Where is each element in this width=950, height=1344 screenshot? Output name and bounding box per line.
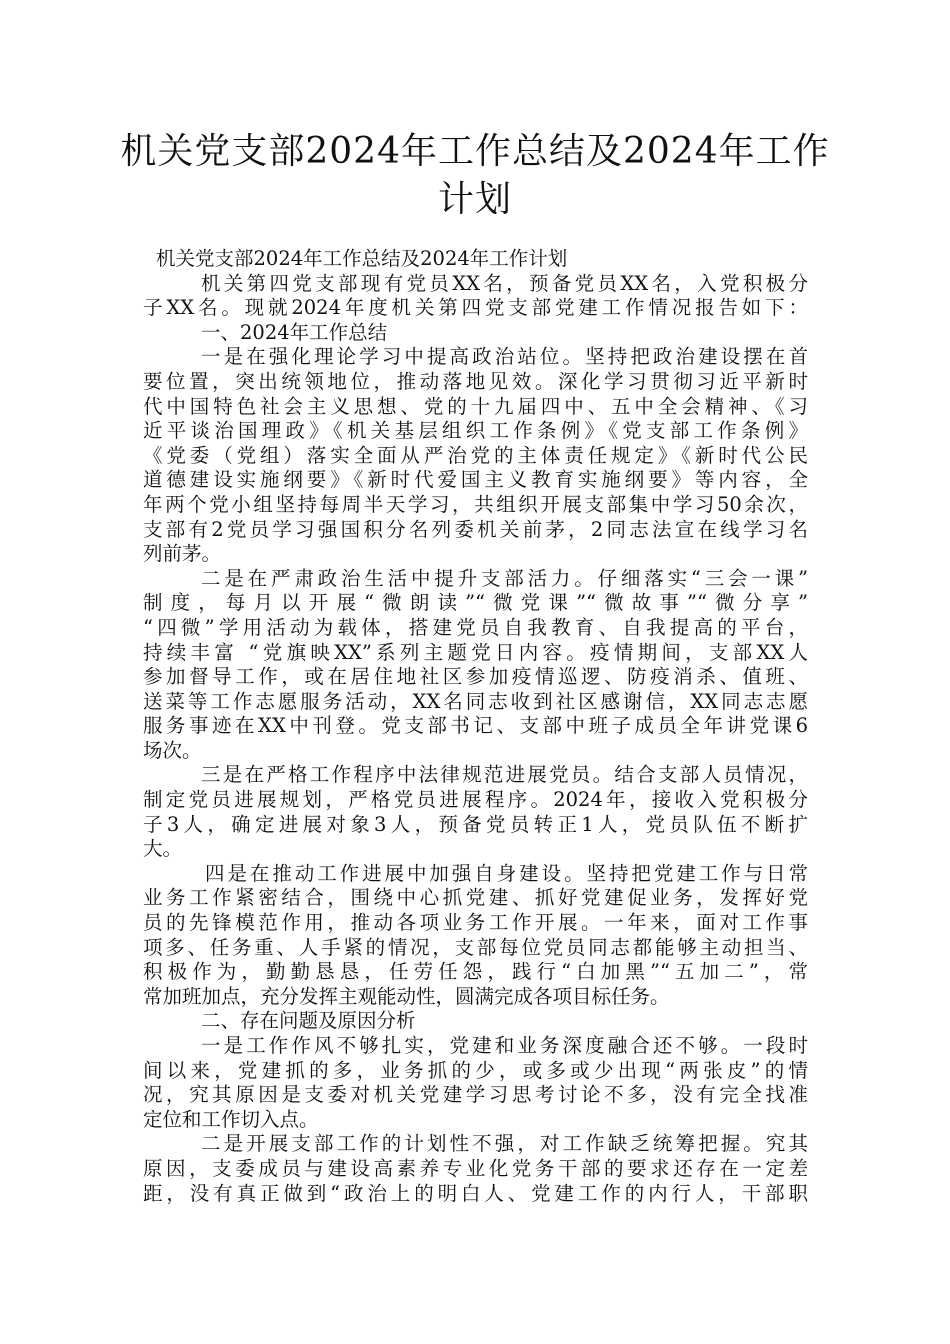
body-line: 场次。 [143,738,202,762]
body-line: 子XX名。现就2024年度机关第四党支部党建工作情况报告如下： [143,296,808,320]
body-line: 要位置，突出统领地位，推动落地见效。深化学习贯彻习近平新时 [143,369,808,393]
body-line: 道德建设实施纲要》《新时代爱国主义教育实施纲要》等内容，全 [143,468,808,492]
body-line: 原因，支委成员与建设高素养专业化党务干部的要求还存在一定差 [143,1156,808,1180]
body-line: 《党委（党组）落实全面从严治党的主体责任规定》《新时代公民 [143,443,808,467]
document-body [143,247,808,1206]
body-line: 业务工作紧密结合，围绕中心抓党建、抓好党建促业务，发挥好党 [143,886,808,910]
body-line: 支部有2党员学习强国积分名列委机关前茅，2同志法宣在线学习名 [143,517,808,541]
body-line: 子3人，确定进展对象3人，预备党员转正1人，党员队伍不断扩 [143,812,808,836]
body-line: 服务事迹在XX中刊登。党支部书记、支部中班子成员全年讲党课6 [143,714,808,738]
body-subtitle-line: 机关党支部2024年工作总结及2024年工作计划 [156,247,568,270]
section-heading: 一、2024年工作总结 [201,320,388,344]
body-line: 参加督导工作，或在居住地社区参加疫情巡逻、防疫消杀、值班、 [143,665,808,689]
body-line: 近平谈治国理政》《机关基层组织工作条例》《党支部工作条例》 [143,419,808,443]
body-line: 机关第四党支部现有党员XX名，预备党员XX名，入党积极分 [201,271,808,295]
body-line: 二是在严肃政治生活中提升支部活力。仔细落实“三会一课” [201,566,808,590]
body-line: 列前茅。 [143,542,222,566]
body-line: 况，究其原因是支委对机关党建学习思考讨论不多，没有完全找准 [143,1083,808,1107]
section-heading: 二、存在问题及原因分析 [201,1009,416,1033]
body-line: “四微”学用活动为载体，搭建党员自我教育、自我提高的平台， [143,615,808,639]
body-line: 员的先锋模范作用，推动各项业务工作开展。一年来，面对工作事 [143,911,808,935]
body-line: 四是在推动工作进展中加强自身建设。坚持把党建工作与日常 [205,861,808,885]
body-line: 二是开展支部工作的计划性不强，对工作缺乏统筹把握。究其 [201,1132,808,1156]
body-line: 送菜等工作志愿服务活动，XX名同志收到社区感谢信，XX同志志愿 [143,689,808,713]
body-line: 年两个党小组坚持每周半天学习，共组织开展支部集中学习50余次， [143,492,808,516]
document-title-line-1: 机关党支部2024年工作总结及2024年工作 [120,131,830,172]
body-line: 一是在强化理论学习中提高政治站位。坚持把政治建设摆在首 [201,345,808,369]
body-line: 定位和工作切入点。 [143,1107,319,1131]
body-line: 常加班加点，充分发挥主观能动性，圆满完成各项目标任务。 [143,984,670,1008]
body-line: 持续丰富 “党旗映XX”系列主题党日内容。疫情期间，支部XX人 [143,640,808,664]
body-line: 积极作为，勤勤恳恳，任劳任怨，践行“白加黑”“五加二”，常 [143,960,808,984]
body-line: 代中国特色社会主义思想、党的十九届四中、五中全会精神、《习 [143,394,808,418]
document-title-line-2: 计划 [437,179,512,220]
body-line: 项多、任务重、人手紧的情况，支部每位党员同志都能够主动担当、 [143,935,808,959]
body-line: 大。 [143,837,183,861]
body-line: 间以来，党建抓的多，业务抓的少，或多或少出现“两张皮”的情 [143,1058,808,1082]
body-line: 距，没有真正做到“政治上的明白人、党建工作的内行人，干部职 [143,1181,808,1205]
body-line: 制定党员进展规划，严格党员进展程序。2024年，接收入党积极分 [143,788,808,812]
body-line: 一是工作作风不够扎实，党建和业务深度融合还不够。一段时 [201,1034,808,1057]
document-title [100,128,850,224]
body-line: 三是在严格工作程序中法律规范进展党员。结合支部人员情况， [201,763,808,787]
body-line: 制度，每月以开展“微朗读”“微党课”“微故事”“微分享” [143,591,808,615]
